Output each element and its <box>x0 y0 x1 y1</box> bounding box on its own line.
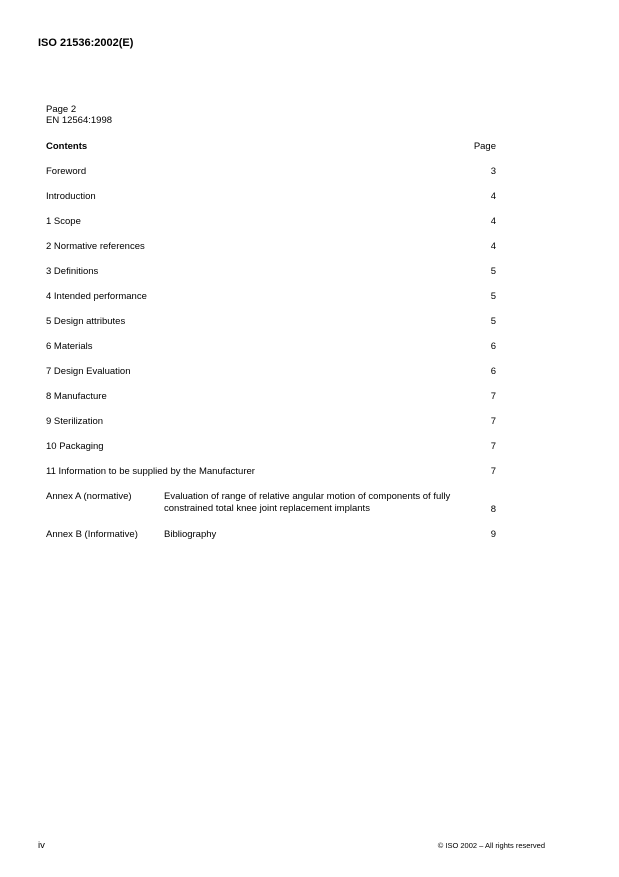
toc-entry[interactable] <box>46 416 496 430</box>
toc-entry-label: 8 Manufacture <box>46 391 107 402</box>
toc-entry[interactable] <box>46 366 496 380</box>
annex-title: Bibliography <box>164 529 217 540</box>
contents-title: Contents <box>46 141 88 152</box>
toc-entry-label: 1 Scope <box>46 216 81 227</box>
page-column-header: Page <box>473 141 496 152</box>
toc-entry[interactable] <box>46 391 496 405</box>
annex-label: Annex A (normative) <box>46 491 132 502</box>
toc-entry-label: 2 Normative references <box>46 241 145 252</box>
toc-annex-entry[interactable] <box>46 491 496 517</box>
annex-label: Annex B (Informative) <box>46 529 138 540</box>
toc-annex-entry[interactable] <box>46 529 496 543</box>
toc-entry[interactable] <box>46 316 496 330</box>
toc-entry-page: 4 <box>490 216 496 227</box>
toc-entry-page: 5 <box>490 316 496 327</box>
toc-entry-page: 3 <box>490 166 496 177</box>
toc-entry-page: 5 <box>490 266 496 277</box>
toc-entry-page: 7 <box>490 466 496 477</box>
toc-entry-label: Foreword <box>46 166 87 177</box>
toc-entry-label: 7 Design Evaluation <box>46 366 131 377</box>
toc-entry-page: 5 <box>490 291 496 302</box>
toc-entry-label: 9 Sterilization <box>46 416 104 427</box>
toc-entry[interactable] <box>46 466 496 480</box>
toc-entry[interactable] <box>46 441 496 455</box>
toc-entry[interactable] <box>46 166 496 180</box>
toc-entry-label: 11 Information to be supplied by the Manufacturer <box>46 466 255 477</box>
toc-entry[interactable] <box>46 191 496 205</box>
toc-entry[interactable] <box>46 241 496 255</box>
toc-entry[interactable] <box>46 266 496 280</box>
toc-entry-page: 7 <box>490 441 496 452</box>
toc-entry-label: 6 Materials <box>46 341 93 352</box>
toc-entry-page: 8 <box>490 504 496 515</box>
footer-copyright: © ISO 2002 – All rights reserved <box>437 841 545 850</box>
toc-entry-page: 6 <box>490 341 496 352</box>
toc-entry-page: 9 <box>490 529 496 540</box>
toc-entry-label: Introduction <box>46 191 96 202</box>
annex-title: Evaluation of range of relative angular motion of components of fully constrained total knee joint replacement implants <box>164 491 451 514</box>
toc-entry-label: 4 Intended performance <box>46 291 147 302</box>
toc-entry-page: 6 <box>490 366 496 377</box>
toc-entry[interactable] <box>46 291 496 305</box>
toc-entry[interactable] <box>46 216 496 230</box>
toc-entry-page: 4 <box>490 241 496 252</box>
toc-entry-page: 4 <box>490 191 496 202</box>
toc-entry-page: 7 <box>490 391 496 402</box>
page-meta <box>46 104 112 126</box>
toc-entry-label: 5 Design attributes <box>46 316 126 327</box>
toc-entry-page: 7 <box>490 416 496 427</box>
document-id: ISO 21536:2002(E) <box>38 37 134 49</box>
standard-line: EN 12564:1998 <box>46 115 113 126</box>
footer-page-number: iv <box>38 840 45 851</box>
toc-entry-label: 10 Packaging <box>46 441 104 452</box>
toc-entry[interactable] <box>46 341 496 355</box>
toc-entry-label: 3 Definitions <box>46 266 99 277</box>
page-line: Page 2 <box>46 104 77 115</box>
